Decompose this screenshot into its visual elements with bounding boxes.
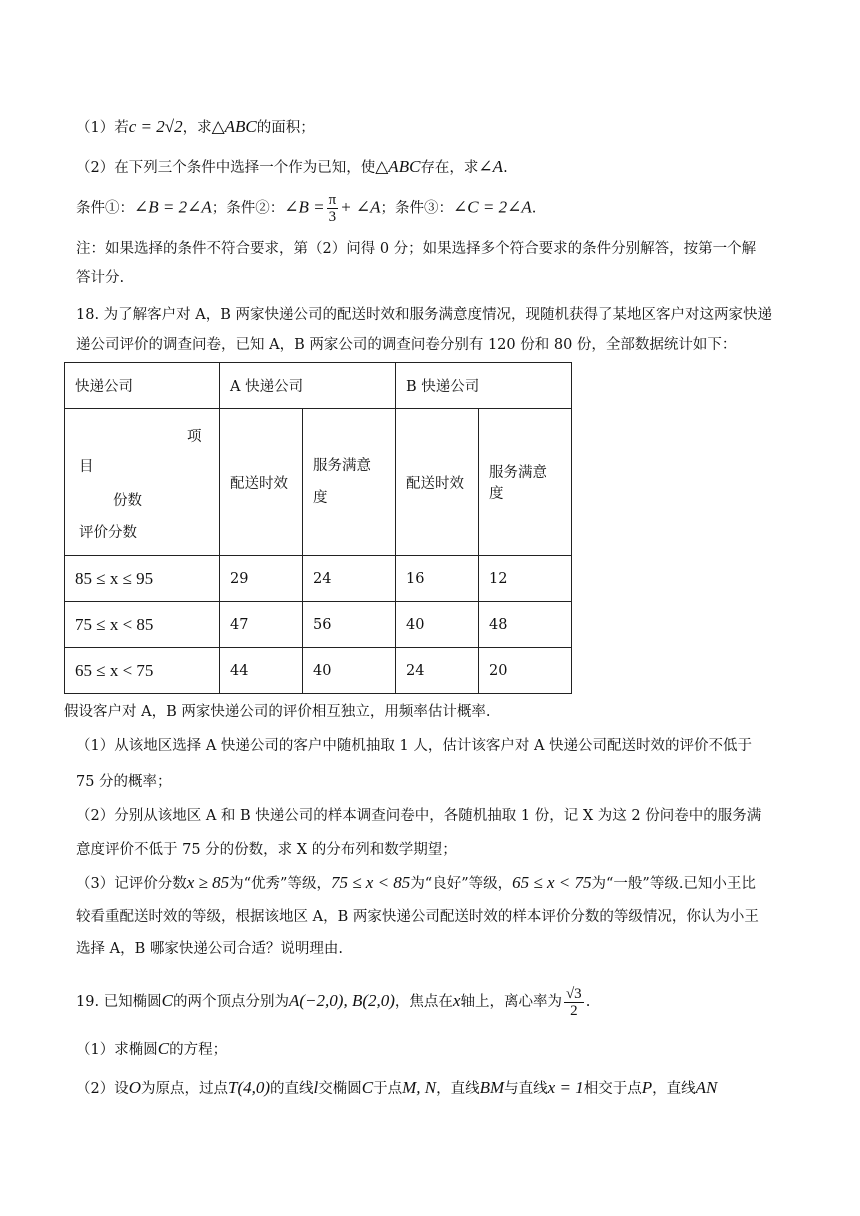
- q17-part2: [76, 157, 508, 178]
- q18-p3-expr1: x ≥ 85: [186, 873, 230, 892]
- table-header-company-a: A 快递公司: [220, 363, 396, 409]
- q17-note-line2: 答计分.: [76, 270, 125, 286]
- q19-text-d: ，焦点在: [394, 994, 453, 1010]
- q19-p2-a: （2）设: [76, 1081, 129, 1097]
- q18-p3-expr2: 75 ≤ x < 85: [330, 873, 411, 892]
- q19-intro: [76, 981, 590, 1022]
- q17-part1-expr: c = 2√2: [128, 117, 183, 136]
- q19-p2-g: 与直线: [504, 1081, 548, 1097]
- q19-p2-h: 相交于点: [583, 1081, 642, 1097]
- table-diagonal-header: [65, 409, 220, 556]
- q19-end: .: [585, 994, 591, 1010]
- table-cell: 47: [220, 602, 303, 648]
- q18-assumption: 假设客户对 A，B 两家快递公司的评价相互独立，用频率估计概率.: [64, 704, 491, 720]
- q17-part1-triangle: △ABC: [211, 117, 257, 136]
- q18-p3-text-b: 为“优秀”等级，: [229, 876, 331, 892]
- q19-text-a: 19. 已知椭圆: [76, 994, 162, 1010]
- q19-p2-f: ，直线: [436, 1081, 480, 1097]
- sub-header-a-delivery: 配送时效: [220, 409, 303, 556]
- q18-data-table: [64, 362, 572, 694]
- table-cell: 56: [303, 602, 396, 648]
- q19-p2-p: P: [641, 1078, 653, 1097]
- sub-header-b-delivery: 配送时效: [396, 409, 479, 556]
- q19-p1-text-b: 的方程；: [169, 1042, 228, 1058]
- table-cell: 48: [479, 602, 572, 648]
- q19-p2-d: 交椭圆: [318, 1081, 362, 1097]
- row-range: 65 ≤ x < 75: [65, 648, 220, 694]
- table-row: [65, 556, 572, 602]
- hdr-count: 份数: [113, 493, 142, 509]
- q19-p1-text-a: （1）求椭圆: [76, 1042, 158, 1058]
- cond-3: ∠C = 2∠A: [453, 197, 532, 217]
- q17-conditions: [76, 192, 536, 225]
- q18-intro-line2: 递公司评价的调查问卷，已知 A，B 两家公司的调查问卷分别有 120 份和 80 份，全部数据统计如下：: [76, 337, 737, 353]
- q19-p2-x1: x = 1: [547, 1078, 584, 1097]
- q18-part1-line1: （1）从该地区选择 A 快递公司的客户中随机抽取 1 人，估计该客户对 A 快递公司配送时效的评价不低于: [76, 738, 753, 754]
- row-range: 85 ≤ x ≤ 95: [65, 556, 220, 602]
- q17-note-line1: 注：如果选择的条件不符合要求，第（2）问得 0 分；如果选择多个符合要求的条件分别解答，按第一个解: [76, 241, 757, 257]
- q17-part1: [76, 117, 315, 138]
- q18-part3-line1: [76, 873, 756, 894]
- q17-part2-text-b: 存在，求: [420, 160, 479, 176]
- q17-part1-text-c: 的面积；: [256, 120, 315, 136]
- q17-part1-text-b: ，求: [182, 120, 212, 136]
- q19-x-axis: x: [452, 991, 461, 1010]
- ecc-numerator: √3: [565, 985, 582, 1002]
- table-cell: 12: [479, 556, 572, 602]
- frac-den: 3: [328, 209, 337, 225]
- table-cell: 44: [220, 648, 303, 694]
- table-cell: 24: [396, 648, 479, 694]
- sub-header-a-sat-line2: 度: [313, 490, 328, 506]
- q19-p2-c: 的直线: [270, 1081, 314, 1097]
- q18-p3-text-d: 为“一般”等级.已知小王比: [591, 876, 756, 892]
- table-row: [65, 648, 572, 694]
- q19-p2-cc: C: [361, 1078, 374, 1097]
- q19-vertices: A(−2,0), B(2,0): [289, 991, 395, 1010]
- q18-part1-line2: 75 分的概率；: [76, 774, 172, 790]
- table-header-company: 快递公司: [65, 363, 220, 409]
- q18-p3-text-c: 为“良好”等级，: [410, 876, 513, 892]
- table-cell: 20: [479, 648, 572, 694]
- q19-p2-bm: BM: [479, 1078, 505, 1097]
- q19-p2-o: O: [128, 1078, 142, 1097]
- q19-p2-mn: M, N: [402, 1078, 437, 1097]
- ecc-denominator: 2: [570, 1002, 578, 1019]
- frac-num: π: [328, 192, 337, 208]
- cond-label-2: ；条件②：: [211, 200, 285, 217]
- cond-1: ∠B = 2∠A: [134, 197, 212, 217]
- q18-intro-line1: 18. 为了解客户对 A，B 两家快递公司的配送时效和服务满意度情况，现随机获得了某地区客户对这两家快递: [76, 307, 773, 323]
- cond-label-1: 条件①：: [76, 200, 134, 217]
- q18-part2-line2: 意度评价不低于 75 分的份数，求 X 的分布列和数学期望；: [76, 842, 457, 858]
- q19-part1: [76, 1039, 227, 1060]
- q19-part2: [76, 1078, 717, 1099]
- q17-part2-text-a: （2）在下列三个条件中选择一个作为已知，使: [76, 160, 376, 176]
- q19-p2-l: l: [313, 1078, 319, 1097]
- q19-p2-b: 为原点，过点: [141, 1081, 229, 1097]
- q19-text-e: 轴上，离心率为: [460, 994, 562, 1010]
- q18-part3-line3: 选择 A，B 哪家快递公司合适？说明理由.: [76, 941, 343, 957]
- q19-p2-t: T(4,0): [228, 1078, 271, 1097]
- q18-part2-line1: （2）分别从该地区 A 和 B 快递公司的样本调查问卷中，各随机抽取 1 份，记 X 为这 2 份问卷中的服务满: [76, 808, 762, 824]
- q17-part2-triangle: △ABC: [375, 157, 421, 176]
- row-range: 75 ≤ x < 85: [65, 602, 220, 648]
- table-cell: 40: [303, 648, 396, 694]
- q19-ellipse-c: C: [161, 991, 174, 1010]
- q19-text-b: 的两个顶点分别为: [173, 994, 290, 1010]
- q17-part2-end: .: [503, 160, 508, 176]
- table-row: [65, 602, 572, 648]
- q19-p2-an: AN: [695, 1078, 718, 1097]
- table-cell: 16: [396, 556, 479, 602]
- hdr-score: 评价分数: [79, 525, 137, 541]
- hdr-item-2: 目: [79, 459, 94, 475]
- cond-2-b: + ∠A: [340, 197, 381, 217]
- pi-over-3-fraction: [327, 192, 339, 225]
- hdr-item-1: 项: [187, 429, 202, 445]
- sub-header-b-satisfaction: 服务满意度: [479, 409, 572, 556]
- q18-part3-line2: 较看重配送时效的等级，根据该地区 A，B 两家快递公司配送时效的样本评价分数的等级情况，你认为小王: [76, 909, 759, 925]
- q19-p2-i: ，直线: [652, 1081, 696, 1097]
- cond-2-a: ∠B =: [284, 197, 325, 217]
- table-header-company-b: B 快递公司: [396, 363, 572, 409]
- table-cell: 24: [303, 556, 396, 602]
- eccentricity-fraction: [564, 986, 584, 1019]
- table-cell: 40: [396, 602, 479, 648]
- cond-end: .: [531, 200, 537, 217]
- table-cell: 29: [220, 556, 303, 602]
- q19-p2-e: 于点: [373, 1081, 403, 1097]
- q19-p1-c: C: [157, 1039, 170, 1058]
- q18-p3-expr3: 65 ≤ x < 75: [512, 873, 592, 892]
- sub-header-a-satisfaction: [303, 409, 396, 556]
- cond-label-3: ；条件③：: [380, 200, 454, 217]
- q17-part1-text-a: （1）若: [76, 120, 129, 136]
- q18-p3-text-a: （3）记评价分数: [76, 876, 187, 892]
- q17-part2-angle: ∠A: [478, 157, 504, 176]
- sub-header-a-sat-line1: 服务满意: [313, 458, 371, 474]
